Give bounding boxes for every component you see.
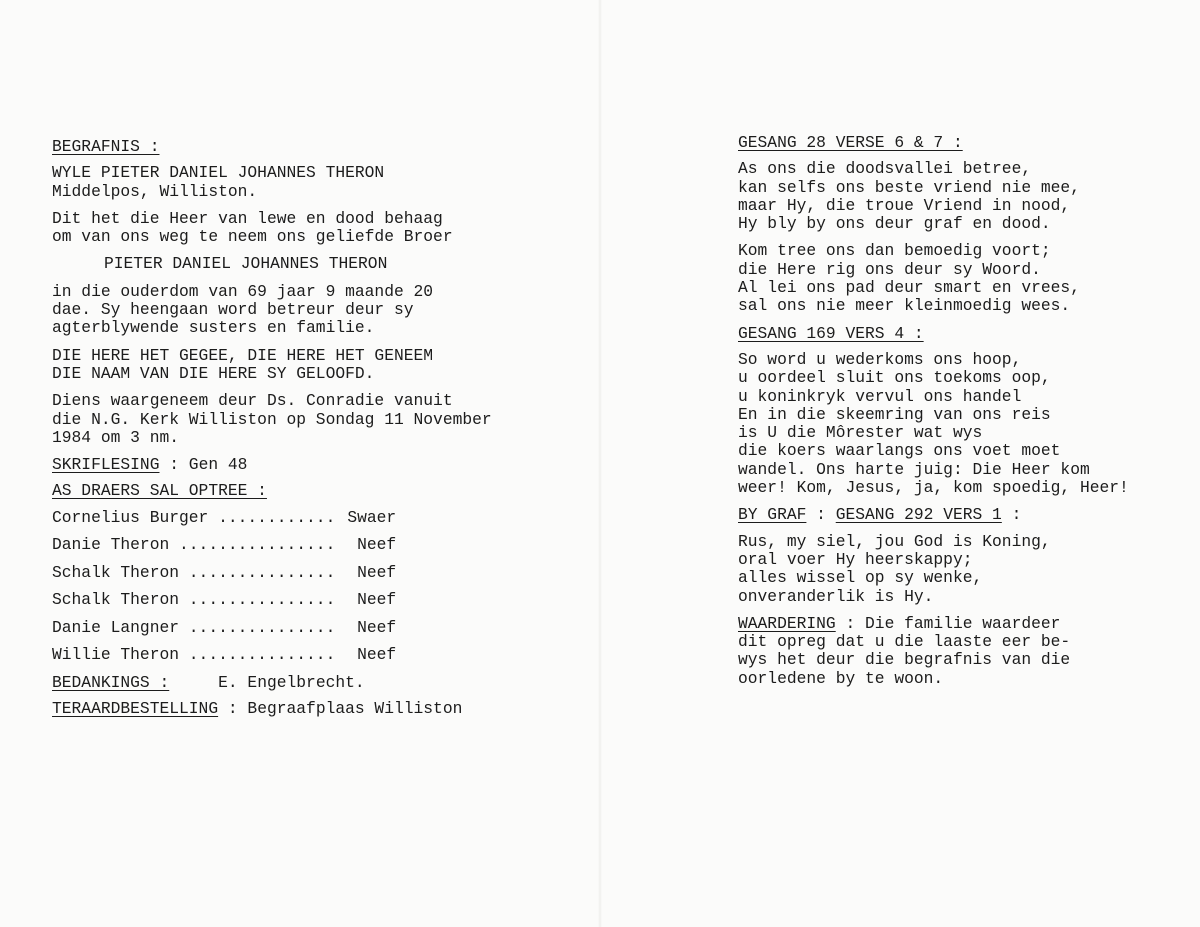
hymn-line: oral voer Hy heerskappy; (738, 549, 973, 569)
bearer-row (52, 509, 582, 537)
skriflesing-value: Gen 48 (188, 455, 248, 475)
bearer-row (52, 536, 582, 564)
hymn-line: die Here rig ons deur sy Woord. (738, 259, 1041, 279)
gesang28-heading: GESANG 28 VERSE 6 & 7 : (738, 133, 963, 152)
gesang169-verse (738, 351, 1200, 497)
bearer-name: Willie Theron ............... (52, 645, 336, 665)
bearer-row (52, 564, 582, 592)
hymn-line: kan selfs ons beste vriend nie mee, (738, 177, 1080, 197)
bearer-row (52, 619, 582, 647)
hymn-line: Al lei ons pad deur smart en vrees, (738, 278, 1080, 298)
hymn-line: is U die Môrester wat wys (738, 423, 983, 443)
left-column (52, 138, 582, 726)
hymn-line: En in die skeemring van ons reis (738, 404, 1051, 424)
hymn-line: wandel. Ons harte juig: Die Heer kom (738, 459, 1090, 479)
deceased-block (52, 164, 582, 201)
bearer-name: Cornelius Burger ............ (52, 507, 336, 527)
bearer-relation: Neef (347, 562, 397, 582)
intro-block (52, 210, 582, 247)
service-line: 1984 om 3 nm. (52, 427, 180, 447)
age-line: agterblywende susters en familie. (52, 318, 375, 338)
right-column (738, 134, 1200, 697)
bearer-relation: Neef (347, 645, 397, 665)
hymn-line: sal ons nie meer kleinmoedig wees. (738, 296, 1071, 316)
hymn-line: onveranderlik is Hy. (738, 586, 934, 606)
bedankings-value: E. Engelbrecht. (218, 672, 365, 692)
waardering-line: dit opreg dat u die laaste eer be- (738, 632, 1071, 652)
hymn-line: maar Hy, die troue Vriend in nood, (738, 195, 1071, 215)
hymn-line: u oordeel sluit ons toekoms oop, (738, 368, 1051, 388)
age-line: dae. Sy heengaan word betreur deur sy (52, 300, 414, 320)
scripture-line: DIE NAAM VAN DIE HERE SY GELOOFD. (52, 363, 375, 383)
bearer-row (52, 591, 582, 619)
scripture-block (52, 347, 582, 384)
deceased-line: WYLE PIETER DANIEL JOHANNES THERON (52, 163, 385, 183)
hymn-line: Kom tree ons dan bemoedig voort; (738, 241, 1051, 261)
hymn-line: die koers waarlangs ons voet moet (738, 441, 1061, 461)
bearer-name: Schalk Theron ............... (52, 590, 336, 610)
bearer-relation: Neef (347, 590, 397, 610)
bearer-relation: Neef (347, 617, 397, 637)
age-line: in die ouderdom van 69 jaar 9 maande 20 (52, 281, 434, 301)
bedankings-row (52, 674, 582, 692)
gesang28-verse-1 (738, 160, 1200, 233)
bedankings-label: BEDANKINGS : (52, 672, 170, 692)
waardering-block (738, 615, 1200, 688)
teraardbestelling-label: TERAARDBESTELLING (52, 699, 219, 719)
draers-heading: AS DRAERS SAL OPTREE : (52, 481, 267, 501)
bearer-relation: Neef (347, 535, 397, 555)
right-page (600, 0, 1200, 927)
scripture-line: DIE HERE HET GEGEE, DIE HERE HET GENEEM (52, 345, 434, 365)
waardering-line: oorledene by te woon. (738, 668, 944, 688)
gesang292-verse (738, 533, 1200, 606)
gesang28-verse-2 (738, 242, 1200, 315)
skriflesing-label: SKRIFLESING (52, 455, 160, 475)
bearer-name: Danie Langner ............... (52, 617, 336, 637)
service-line: Diens waargeneem deur Ds. Conradie vanuit (52, 391, 453, 411)
deceased-name-centered: PIETER DANIEL JOHANNES THERON (104, 254, 388, 274)
skriflesing-row: SKRIFLESING : Gen 48 (52, 455, 248, 475)
waardering-line: WAARDERING : Die familie waardeer (738, 613, 1061, 633)
hymn-line: alles wissel op sy wenke, (738, 568, 983, 588)
bearers-list (52, 509, 582, 674)
hymn-line: As ons die doodsvallei betree, (738, 159, 1032, 179)
begrafnis-heading: BEGRAFNIS : (52, 137, 160, 156)
service-line: die N.G. Kerk Williston op Sondag 11 November (52, 409, 492, 429)
age-block (52, 283, 582, 338)
intro-line: om van ons weg te neem ons geliefde Broer (52, 227, 453, 247)
gesang169-heading: GESANG 169 VERS 4 : (738, 323, 924, 343)
bearer-name: Schalk Theron ............... (52, 562, 336, 582)
service-block (52, 392, 582, 447)
hymn-line: So word u wederkoms ons hoop, (738, 349, 1022, 369)
hymn-line: u koninkryk vervul ons handel (738, 386, 1022, 406)
teraardbestelling-row: TERAARDBESTELLING : Begraafplaas Williston (52, 699, 463, 719)
hymn-line: Hy bly by ons deur graf en dood. (738, 214, 1051, 234)
bygraf-heading: BY GRAF : GESANG 292 VERS 1 : (738, 505, 1022, 525)
hymn-line: weer! Kom, Jesus, ja, kom spoedig, Heer! (738, 478, 1129, 498)
teraardbestelling-value: Begraafplaas Williston (247, 699, 463, 719)
bearer-name: Danie Theron ................ (52, 535, 336, 555)
intro-line: Dit het die Heer van lewe en dood behaag (52, 208, 443, 228)
bearer-relation: Swaer (347, 507, 397, 527)
bearer-row (52, 646, 582, 674)
deceased-line: Middelpos, Williston. (52, 181, 258, 201)
hymn-line: Rus, my siel, jou God is Koning, (738, 531, 1051, 551)
waardering-label: WAARDERING (738, 613, 836, 633)
waardering-line: wys het deur die begrafnis van die (738, 650, 1071, 670)
